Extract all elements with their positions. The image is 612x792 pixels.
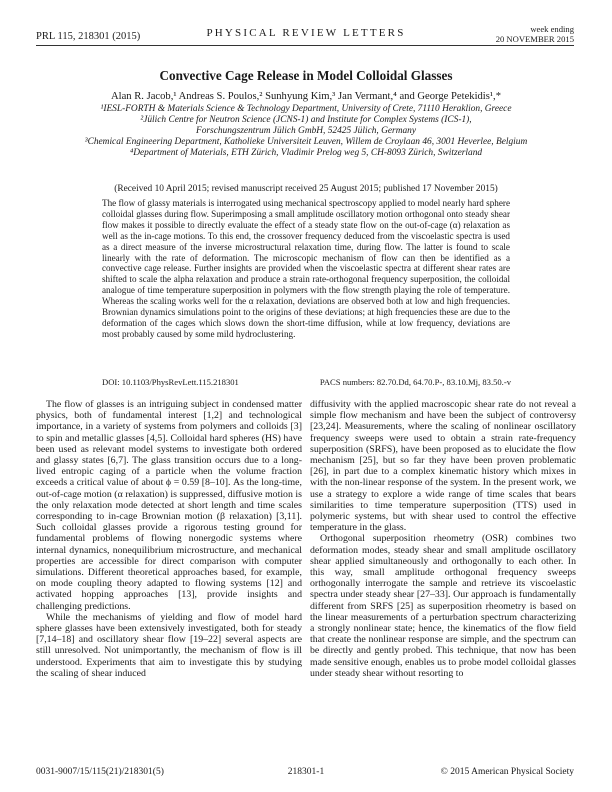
body-column-right — [310, 399, 576, 679]
paragraph: While the mechanisms of yielding and flow of model hard sphere glasses have been extensively investigated, both for steady [7,14–18] and oscillatory shear flow [19–22] several aspects are still unresolved. Not unimportantly, the mechanism of flow is ill understood. Experiments that aim to investigate this by studying the scaling of shear induced — [36, 611, 302, 679]
paragraph: Orthogonal superposition rheometry (OSR) combines two deformation modes, steady shear and small amplitude oscillatory shear applied simultaneously and orthogonally to each other. In this way, small amplitude orthogonal frequency sweeps orthogonally interrogate the sample and retrieve its viscoelastic spectra under steady shear [27–33]. Our approach is fundamentally different from SRFS [25] as superposition rheometry is based on the linear measurements of a perturbation spectrum characterizing a strongly nonlinear state; hence, the kinematics of the flow field that create the nonlinear response are simple, and the spectrum can be directly and gently probed. This technique, that now has been made sensitive enough, enables us to probe model colloidal glasses under steady shear without resorting to — [310, 533, 576, 679]
week-ending-label: week ending — [530, 24, 574, 34]
journal-reference: PRL 115, 218301 (2015) — [36, 31, 141, 42]
affiliation-4: ⁴Department of Materials, ETH Zürich, Vladimir Prelog weg 5, CH-8093 Zürich, Switzerland — [129, 148, 483, 158]
paragraph: The flow of glasses is an intriguing subject in condensed matter physics, both of fundamental interest [1,2] and technological importance, in a variety of systems from polymers and colloids [3] to spin and metallic glasses [4,5]. Colloidal hard spheres (HS) have been used as relevant model systems to investigate both ordered and glassy states [6,7]. The glass transition occurs due to a long-lived entropic caging of a particle when the volume fraction exceeds a critical value of about ϕ = 0.59 [8–10]. As the long-time, out-of-cage motion (α relaxation) is suppressed, diffusive motion is the only relaxation mode detected at short length and time scales corresponding to in-cage Brownian motion (β relaxation) [3,11]. Such colloidal glasses provide a rigorous testing ground for fundamental problems of flowing nonergodic systems where internal dynamics, nonequilibrium microstructure, and mechanical properties are accessible for direct comparison with computer simulations. Different theoretical approaches based, for example, on mode coupling theory adapted to flowing systems [12] and activated hopping approaches [13], provide insights and challenging predictions. — [36, 399, 302, 612]
issue-date-block — [496, 24, 574, 44]
article-code: 0031-9007/15/115(21)/218301(5) — [36, 767, 164, 777]
journal-name: PHYSICAL REVIEW LETTERS — [206, 27, 406, 39]
author-list: Alan R. Jacob,¹ Andreas S. Poulos,² Sunhyung Kim,³ Jan Vermant,⁴ and George Petekidis¹,* — [111, 91, 501, 102]
received-dates: (Received 10 April 2015; revised manuscript received 25 August 2015; published 17 November 2015) — [114, 184, 498, 194]
paragraph: diffusivity with the applied macroscopic shear rate do not reveal a simple flow mechanism and have been the subject of controversy [23,24]. Measurements, where the scaling of nonlinear oscillatory frequency sweeps were used to obtain a strain rate-frequency superposition (SRFS), have been proposed as to elucidate the flow mechanism [25], but so far they have been proven problematic [26], in part due to a complex kinematic history which mixes in with the non-linear response of the system. In the present work, we use a strategy to explore a wide range of time scales that bears similarities to time temperature superposition (TTS) used in polymeric systems, but with shear used to control the effective temperature in the glass. — [310, 399, 576, 534]
article-title: Convective Cage Release in Model Colloidal Glasses — [159, 68, 453, 83]
affiliation-1: ¹IESL-FORTH & Materials Science & Technology Department, University of Crete, 71110 Heraklion, Greece — [100, 104, 512, 114]
body-column-left — [36, 399, 302, 679]
affiliation-2-cont: Forschungszentrum Jülich GmbH, 52425 Jülich, Germany — [195, 126, 417, 136]
pacs-numbers: PACS numbers: 82.70.Dd, 64.70.P-, 83.10.Mj, 83.50.-v — [319, 377, 511, 387]
affiliation-2: ²Jülich Centre for Neutron Science (JCNS-1) and Institute for Complex Systems (ICS-1), — [140, 115, 472, 125]
affiliation-3: ³Chemical Engineering Department, Katholieke Universiteit Leuven, Willem de Croylaan 46, 3001 Heverlee, Belgium — [84, 137, 528, 147]
header-rule — [36, 45, 574, 46]
doi-link[interactable]: DOI: 10.1103/PhysRevLett.115.218301 — [102, 377, 239, 387]
page-number: 218301-1 — [287, 767, 325, 777]
issue-date: 20 NOVEMBER 2015 — [495, 34, 574, 44]
copyright: © 2015 American Physical Society — [440, 767, 574, 777]
abstract: The flow of glassy materials is interrogated using mechanical spectroscopy applied to model nearly hard sphere colloidal glasses during flow. Superimposing a small amplitude oscillatory motion orthogonal onto steady shear flow makes it possible to directly evaluate the effect of a steady state flow on the out-of-cage (α) relaxation as well as the in-cage motions. To this end, the crossover frequency deduced from the viscoelastic spectra is used as a direct measure of the inverse microstructural relaxation time, during flow. The latter is found to scale linearly with the rate of deformation. The microscopic mechanism of flow can then be identified as a convective cage release. Further insights are provided when the viscoelastic spectra at different shear rates are shifted to scale the alpha relaxation and produce a strain rate-orthogonal frequency superposition, the colloidal analogue of time temperature superposition in polymers with the flow strength playing the role of temperature. Whereas the scaling works well for the α relaxation, deviations are observed both at low and high frequencies. Brownian dynamics simulations point to the origins of these deviations; at high frequencies these are due to the deformation of the cages which slows down the short-time diffusion, while at low frequency, deviations are most probably caused by some mild hydroclustering. — [102, 198, 510, 339]
